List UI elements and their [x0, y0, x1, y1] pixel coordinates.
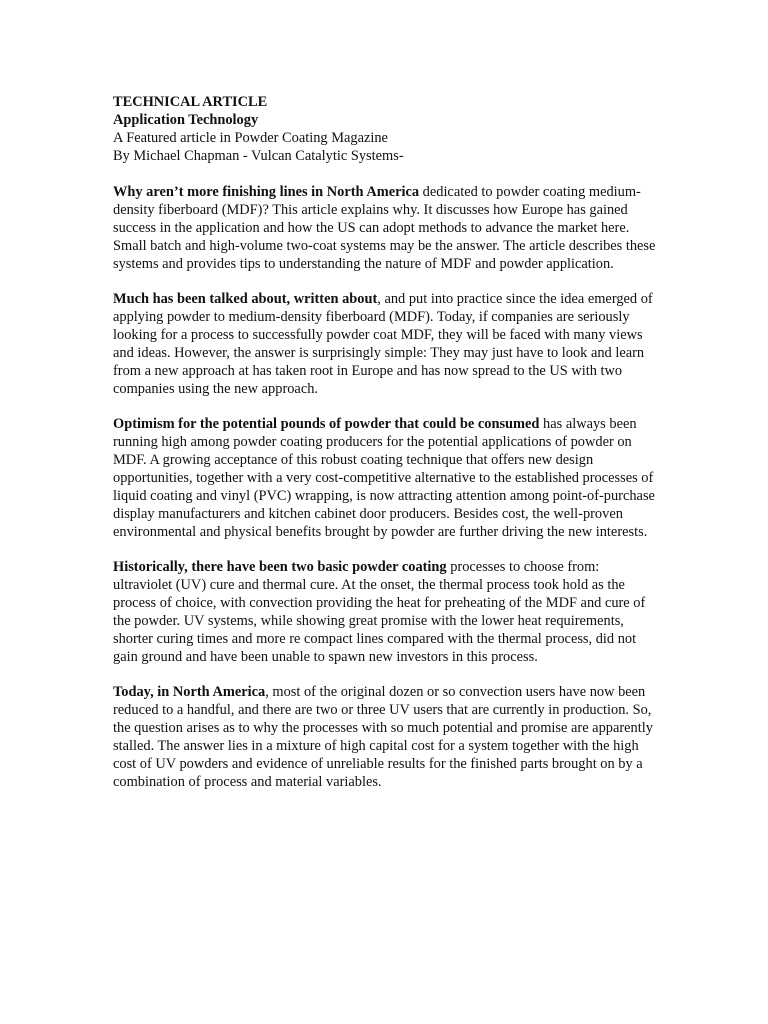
paragraph-today	[113, 683, 658, 791]
article-publication: A Featured article in Powder Coating Magazine	[113, 130, 388, 146]
paragraph-background	[113, 290, 658, 398]
article-section: Application Technology	[113, 112, 259, 128]
paragraph-lead: Much has been talked about, written about	[113, 291, 378, 307]
paragraph-lead: Today, in North America	[113, 684, 266, 700]
paragraph-optimism	[113, 415, 658, 541]
paragraph-lead: Historically, there have been two basic powder coating	[113, 559, 447, 575]
paragraph-text: has always been running high among powder coating producers for the potential applications of powder on MDF. A growing acceptance of this robust coating technique that offers new design opportunities, together with a very cost-competitive alternative to the established processes of liquid coating and vinyl (PVC) wrapping, is now attracting attention among point-of-purchase display manufacturers and kitchen cabinet door producers. Besides cost, the well-proven environmental and physical benefits brought by powder are further driving the new interests.	[113, 416, 655, 540]
paragraph-text: , and put into practice since the idea emerged of applying powder to medium-density fiberboard (MDF). Today, if companies are seriously looking for a process to successfully powder coat MDF, they will be faced with many views and ideas. However, the answer is surprisingly simple: They may just have to look and learn from a new approach at has taken root in Europe and has now spread to the US with two companies using the new approach.	[113, 291, 653, 397]
article-header	[113, 93, 658, 165]
paragraph-text: , most of the original dozen or so convection users have now been reduced to a handful, and there are two or three UV users that are currently in production. So, the question arises as to why the processes with so much potential and promise are apparently stalled. The answer lies in a mixture of high capital cost for a system together with the high cost of UV powders and evidence of unreliable results for the finished parts brought on by a combination of process and material variables.	[113, 684, 653, 790]
article-byline: By Michael Chapman - Vulcan Catalytic Systems-	[113, 148, 404, 164]
paragraph-history	[113, 558, 658, 666]
paragraph-text: processes to choose from: ultraviolet (UV) cure and thermal cure. At the onset, the thermal process took hold as the process of choice, with convection providing the heat for preheating of the MDF and cure of the powder. UV systems, while showing great promise with the lower heat requirements, shorter curing times and more re compact lines compared with the thermal process, did not gain ground and have been unable to spawn new investors in this process.	[113, 559, 646, 665]
paragraph-text: dedicated to powder coating medium-density fiberboard (MDF)? This article explains why. It discusses how Europe has gained success in the application and how the US can adopt methods to advance the market here. Small batch and high-volume two-coat systems may be the answer. The article describes these systems and provides tips to understanding the nature of MDF and powder application.	[113, 184, 656, 272]
article-body	[113, 93, 658, 808]
paragraph-intro	[113, 183, 658, 273]
paragraph-lead: Why aren’t more finishing lines in North America	[113, 184, 420, 200]
article-kicker: TECHNICAL ARTICLE	[113, 94, 268, 110]
paragraph-lead: Optimism for the potential pounds of powder that could be consumed	[113, 416, 540, 432]
